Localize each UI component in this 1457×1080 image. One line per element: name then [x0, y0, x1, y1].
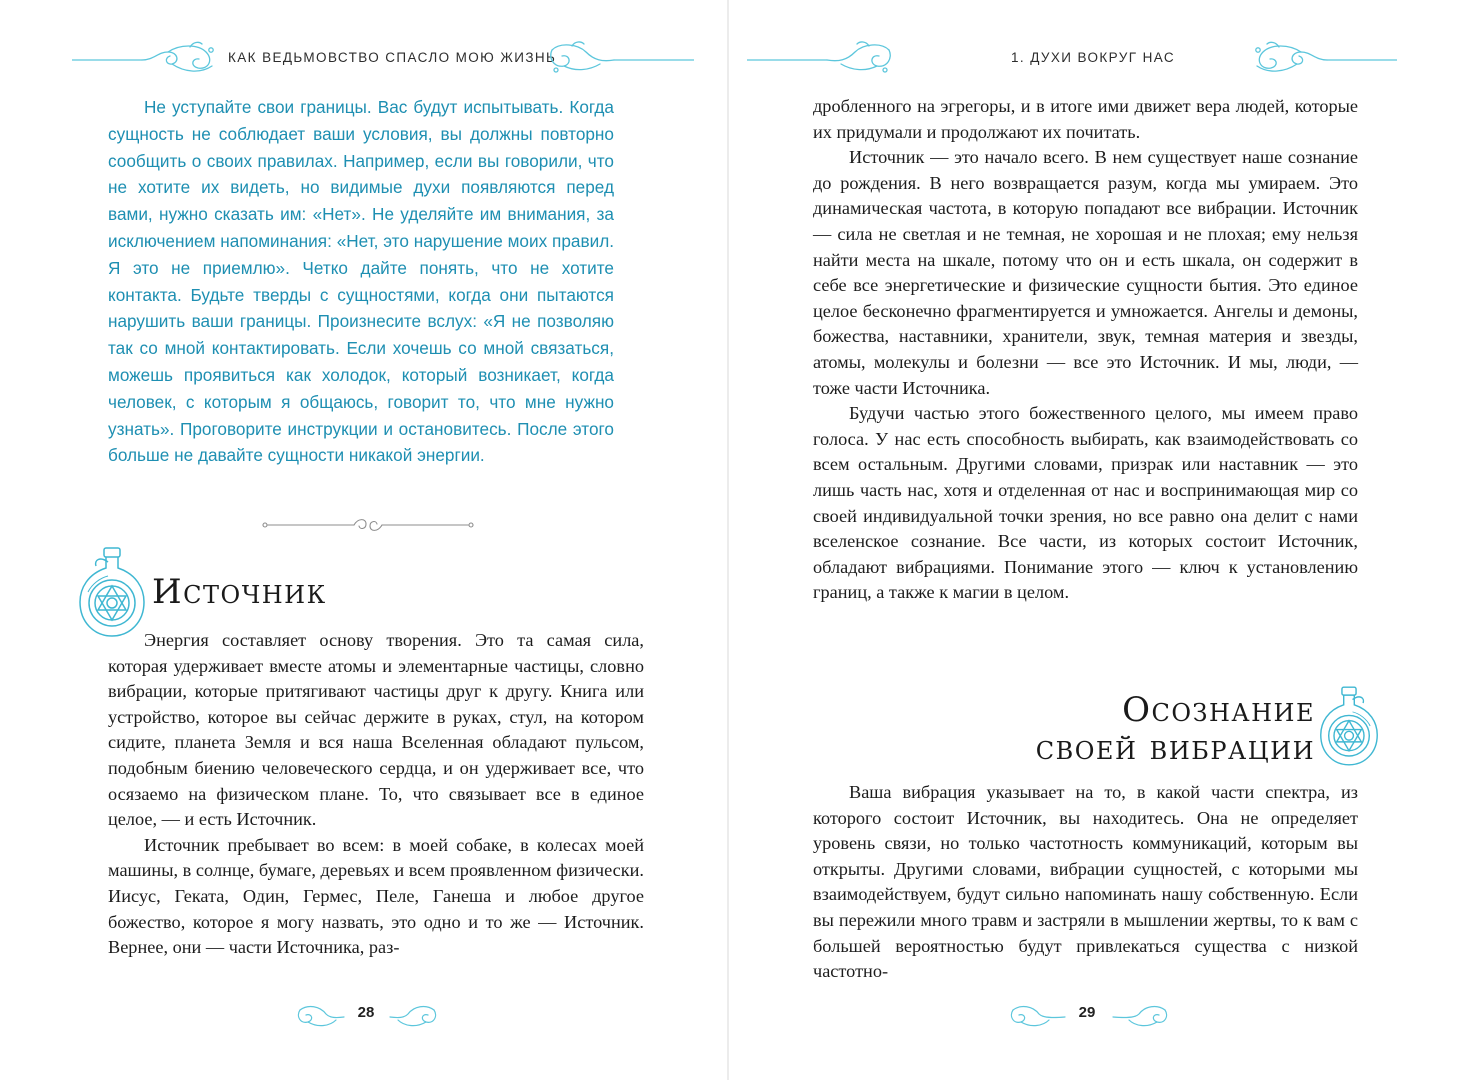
body-paragraph-continued: дробленного на эгрегоры, и в итоге ими движет вера людей, которые их придумали и продолжают их почитать.: [813, 96, 1358, 142]
section-divider-icon: [262, 512, 474, 538]
callout-paragraph: Не уступайте свои границы. Вас будут испытывать. Когда сущность не соблюдает ваши условия, вы должны повторно сообщить о своих правилах. Например, если вы говорили, что не хотите их видеть, но видимые духи появляются перед вами, нужно сказать им: «Нет». Не уделяйте им внимания, за исключением напоминания: «Нет, это нарушение моих правил. Я это не приемлю». Четко дайте понять, что не хотите контакта. Будьте тверды с сущностями, когда они пытаются нарушить ваши границы. Произнесите вслух: «Я не позволяю так со мной контактировать. Если хочешь со мной связаться, можешь проявиться как холодок, который возникает, когда человек, с которым я общаюсь, говорит то, что мне нужно узнать». Проговорите инструкции и остановитесь. После этого больше не давайте сущности никакой энергии.: [108, 97, 614, 466]
right-folio: [1009, 1000, 1169, 1030]
header-line-flourish-icon: [72, 38, 220, 78]
left-page: [0, 0, 728, 1080]
running-head-title: КАК ВЕДЬМОВСТВО СПАСЛО МОЮ ЖИЗНЬ: [228, 50, 557, 65]
right-page: [729, 0, 1457, 1080]
body-paragraph: Будучи частью этого божественного целого, мы имеем право голоса. У нас есть способность выбирать, как взаимодействовать со всем остальным. Другими словами, призрак или наставник — это лишь часть нас, хотя и отделенная от нас и воспринимающая мир со своей индивидуальной точки зрения, но все равно она делит с нами вселенское сознание. Все части, из которых состоит Источник, обладают вибрациями. Понимание этого — ключ к установлению границ, а также к магии в целом.: [813, 403, 1358, 603]
header-scroll-flourish-icon: [544, 38, 694, 78]
potion-bottle-icon: [1319, 684, 1379, 773]
page-number: 29: [1078, 1004, 1096, 1021]
boundary-callout: [108, 94, 614, 469]
right-body-text-bottom: [813, 780, 1358, 985]
running-head-chapter: 1. ДУХИ ВОКРУГ НАС: [1011, 50, 1176, 65]
section-heading-vibration-line2: своей вибрации: [1035, 728, 1315, 768]
folio-flourish-left-icon: [296, 1002, 346, 1028]
body-paragraph: Источник пребывает во всем: в моей собаке, в колесах моей машины, в солнце, бумаге, деревьях и всем проявленном физически. Иисус, Геката, Один, Гермес, Пеле, Ганеша и любое другое божество, которое я могу назвать, это одно и то же — Источник. Вернее, они — части Источника, раз-: [108, 834, 644, 958]
header-line-flourish-icon: [1249, 38, 1397, 78]
header-scroll-flourish-icon: [747, 38, 897, 78]
body-paragraph: Источник — это начало всего. В нем существует наше сознание до рождения. В него возвращается разум, когда мы умираем. Это динамическая частота, в которую попадают все вибрации. Источник — сила не светлая и не темная, не хорошая и не плохая; ему нельзя найти места на шкале, потому что он и есть шкала, он содержит в себе все энергетические и физические сущности бытия. Это единое целое бесконечно фрагментируется и умножается. Ангелы и демоны, божества, наставники, хранители, звук, темная материя и звезды, атомы, молекулы и болезни — все это Источник. И мы, люди, — тоже части Источника.: [813, 147, 1358, 398]
right-body-text-top: [813, 94, 1358, 606]
right-running-head: [729, 36, 1457, 80]
left-running-head: [0, 36, 728, 80]
section-heading-vibration-line1: Осознание: [1122, 690, 1315, 730]
folio-flourish-right-icon: [1111, 1002, 1169, 1028]
left-folio: [296, 1000, 436, 1030]
folio-flourish-left-icon: [1009, 1002, 1067, 1028]
page-number: 28: [357, 1004, 375, 1021]
folio-flourish-right-icon: [388, 1002, 438, 1028]
left-body-text: [108, 628, 644, 961]
body-paragraph: Энергия составляет основу творения. Это та самая сила, которая удерживает вместе атомы и элементарные частицы, словно вибрации, которые притягивают частицы друг к другу. Книга или устройство, которое вы сейчас держите в руках, стул, на котором сидите, планета Земля и вся наша Вселенная обладают пульсом, подобным биению человеческого сердца, и он удерживает все, что осязаемо на физическом плане. То, что связывает все в единое целое, — и есть Источник.: [108, 630, 644, 830]
section-heading-source: Источник: [152, 572, 327, 612]
body-paragraph: Ваша вибрация указывает на то, в какой части спектра, из которого состоит Источник, вы находитесь. Она не определяет уровень связи, но только частотность коммуникаций, которым вы открыты. Другими словами, вибрации сущностей, с которыми мы взаимодействуем, будут сильно напоминать нашу собственную. Если вы пережили много травм и застряли в мышлении жертвы, то к вам с большей вероятностью будут привлекаться существа с низкой частотно-: [813, 782, 1358, 982]
